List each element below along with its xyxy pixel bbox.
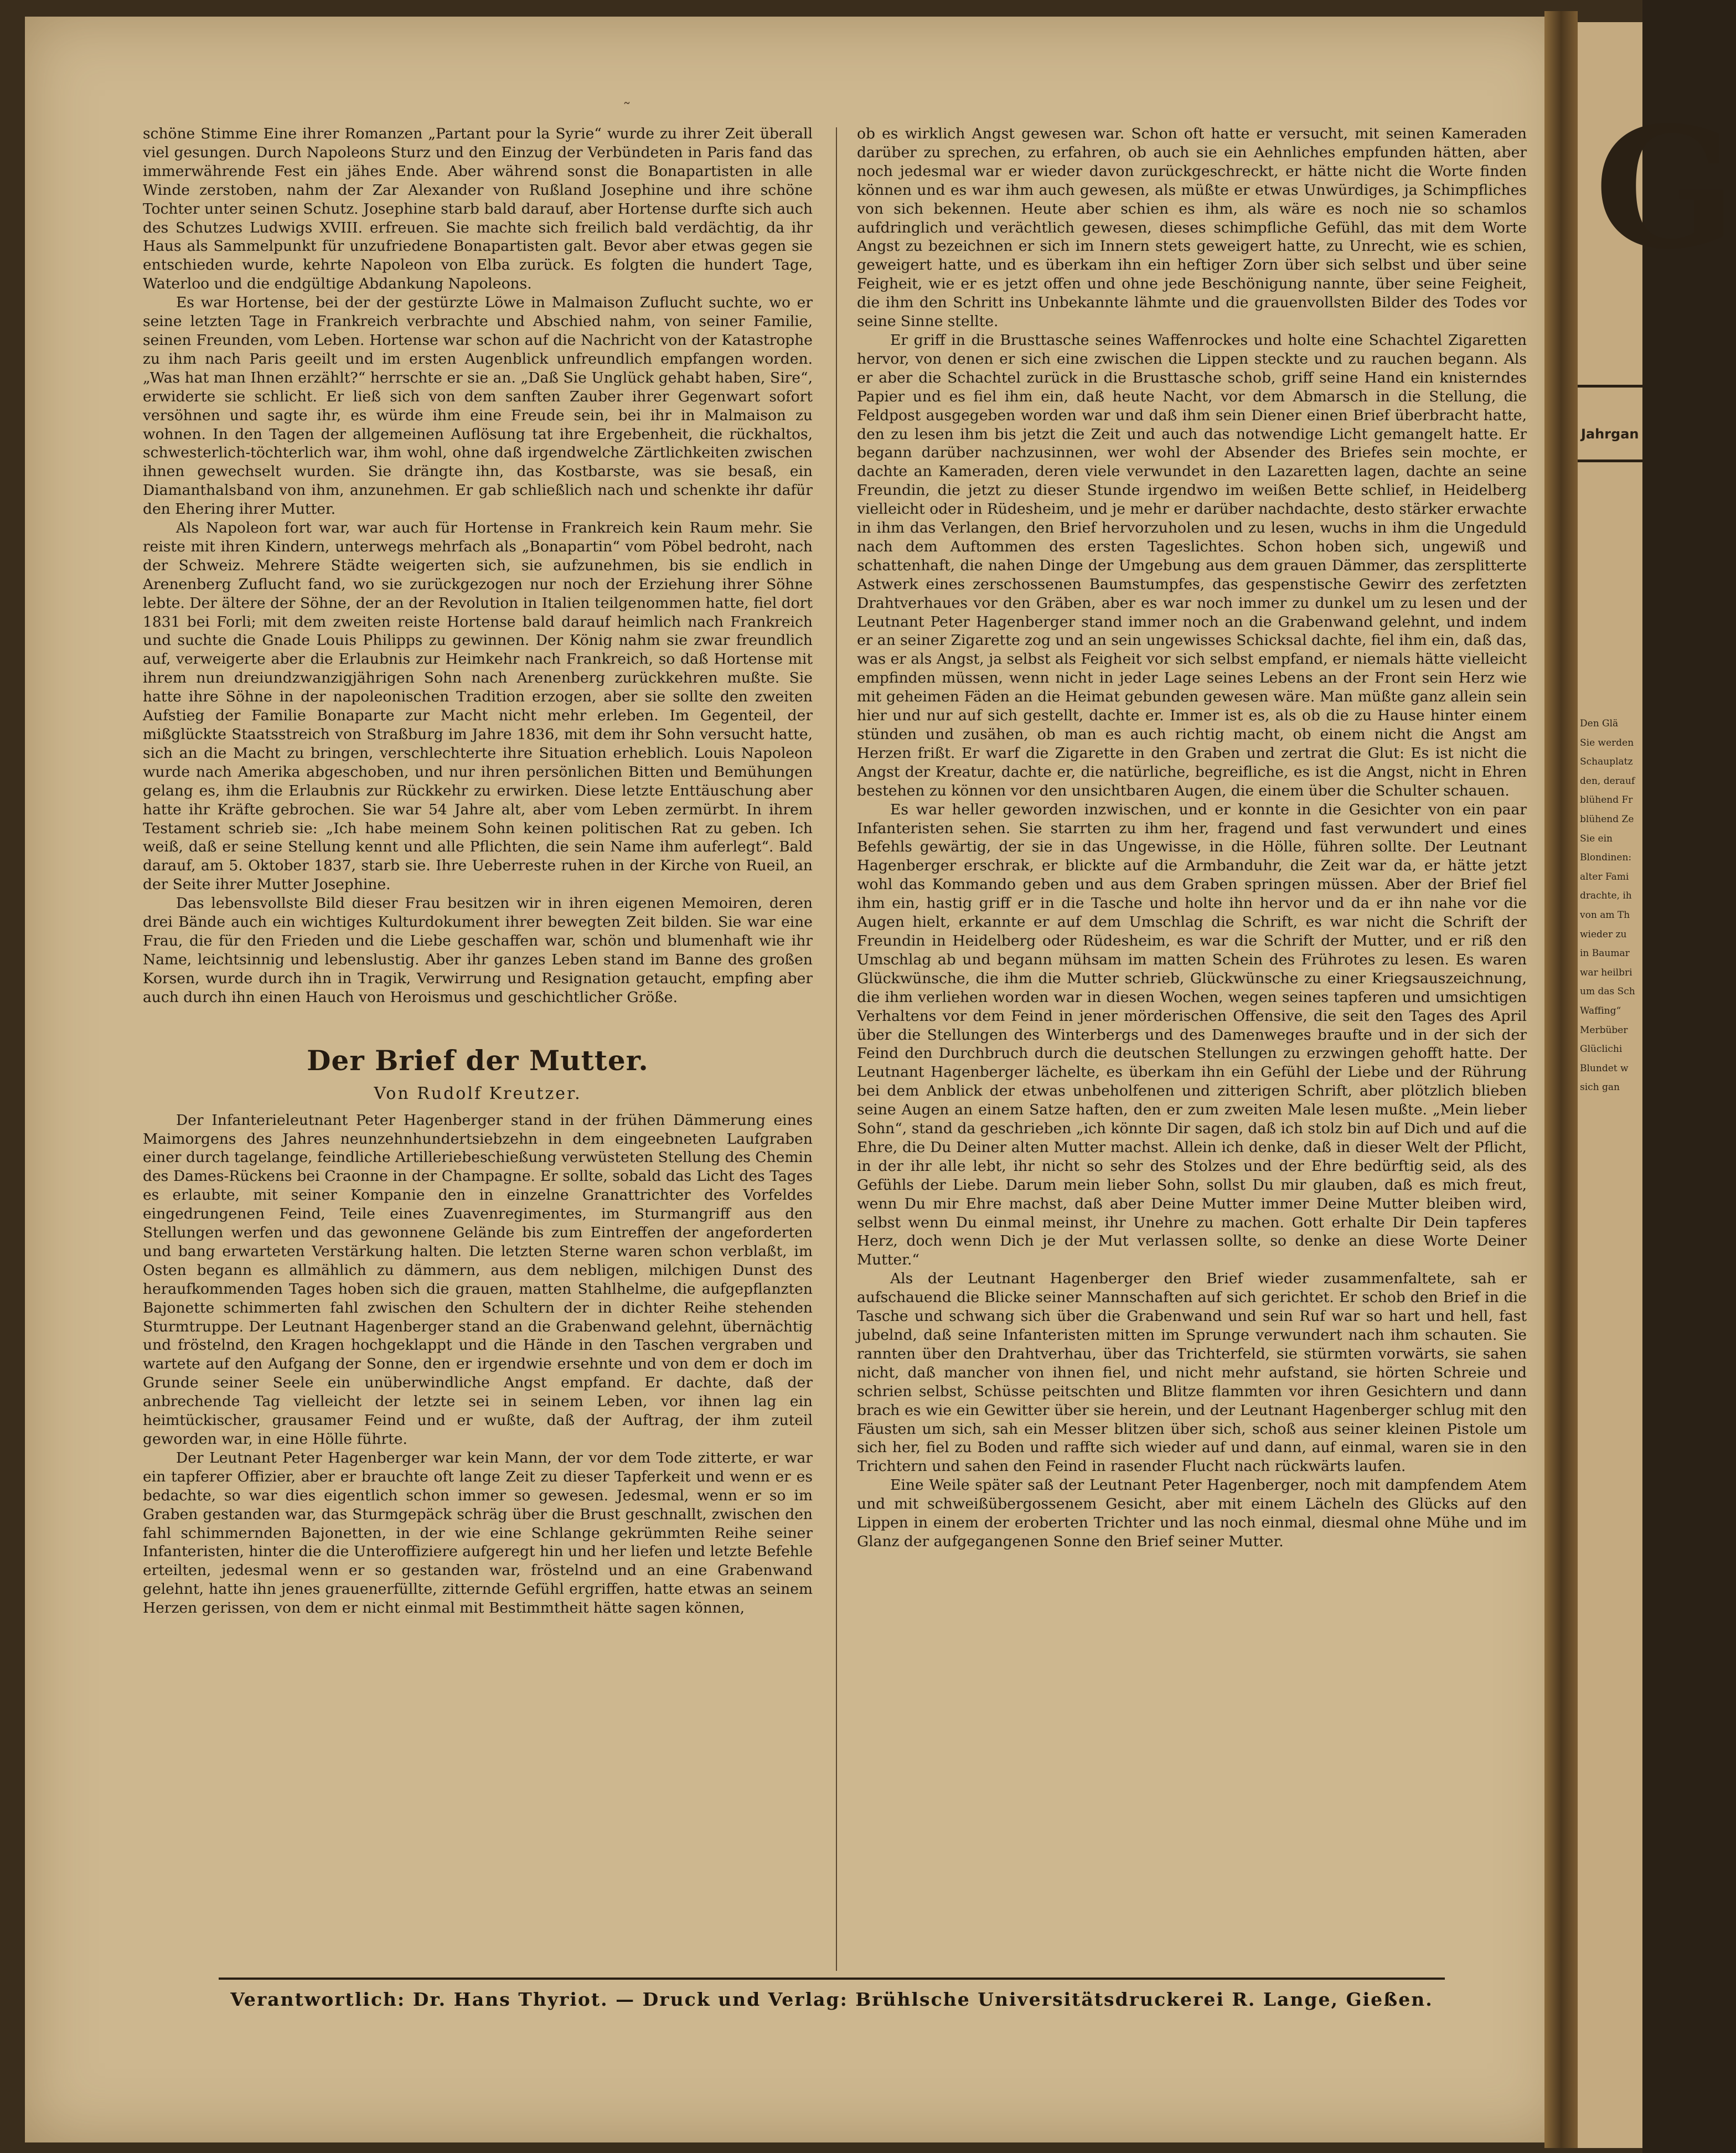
adjacent-line-fragment: Sie werden bbox=[1580, 737, 1634, 748]
adjacent-line-fragment: wieder zu bbox=[1580, 928, 1627, 940]
story-paragraph: Er griff in die Brusttasche seines Waffenrockes und holte eine Schachtel Zigaretten hervor, von denen er sich eine zwischen die Lippen steckte und zu rauchen begann. Als er aber die Schachtel zurück in die Brusttasche schob, griff seine Hand ein knisterndes Papier und es fiel ihm ein, daß heute Nacht, vor dem Abmarsch in die Stellung, die Feldpost ausgegeben worden war und daß ihm sein Diener einen Brief überbracht hatte, den zu lesen ihm bis jetzt die Zeit und auch das notwendige Licht gemangelt hatte. Er begann darüber nachzusinnen, wer wohl der Absender des Briefes sein mochte, er dachte an Kameraden, deren viele verwundet in den Lazaretten lagen, dachte an seine Freundin, die jetzt zu dieser Stunde irgendwo im weißen Bette schlief, in Heidelberg vielleicht oder in Rüdesheim, und je mehr er darüber nachdachte, desto stärker erwachte in ihm das Verlangen, den Brief hervorzuholen und zu lesen, wuchs in ihm die Ungeduld nach dem Auftommen des ersten Tageslichtes. Schon hoben sich, ungewiß und schattenhaft, die nahen Dinge der Umgebung aus dem grauen Dämmer, das zersplitterte Astwerk eines zerschossenen Baumstumpfes, das gespenstische Gewirr des zerfetzten Drahtverhaues vor den Gräben, aber es war noch immer zu dunkel um zu lesen und der Leutnant Peter Hagenberger stand immer noch an die Grabenwand gelehnt, und indem er an seiner Zigarette zog und an sein ungewisses Schicksal dachte, fiel ihm ein, daß das, was er als Angst, ja selbst als Feigheit vor sich selbst empfand, er niemals hätte vielleicht empfinden müssen, wenn nicht in jeder Lage seines Lebens an der Front sein Herz wie mit geheimen Fäden an die Heimat gebunden gewesen wäre. Man müßte ganz allein sein hier und nur auf sich gestellt, dachte er. Immer ist es, als ob die zu Hause hinter einem stünden und zusähen, ob man es auch richtig macht, ob einem nicht die Angst am Herzen frißt. Er warf die Zigarette in den Graben und zertrat die Glut: Es ist nicht die Angst der Kreatur, dachte er, die natürliche, begreifliche, es ist die Angst, nicht in Ehren bestehen zu können vor den unsichtbaren Augen, die einem über die Schulter schauen. bbox=[857, 331, 1527, 799]
adjacent-line-fragment: war heilbri bbox=[1580, 967, 1632, 978]
story-author: Von Rudolf Kreutzer. bbox=[374, 1083, 582, 1103]
adjacent-line-fragment: Waffing“ bbox=[1580, 1005, 1621, 1016]
adjacent-line-fragment: alter Fami bbox=[1580, 871, 1629, 882]
story-paragraph: Als der Leutnant Hagenberger den Brief wieder zusammenfaltete, sah er aufschauend die Blicke seiner Mannschaften auf sich gerichtet. Er schob den Brief in die Tasche und schwang sich über die Grabenwand und sein Ruf war so hart und hell, fast jubelnd, daß seine Infanteristen mitten im Sprunge verwundert nach ihm schauten. Sie rannten über den Drahtverhau, über das Trichterfeld, sie stürmten vorwärts, sie sahen nicht, daß mancher von ihnen fiel, und nicht mehr aufstand, sie hörten Schreie und schrien selbst, Schüsse peitschten und Blitze flammten vor ihren Gesichtern und dann brach es wie ein Gewitter über sie herein, und der Leutnant Hagenberger schlug mit den Fäusten um sich, sah ein Messer blitzen über sich, schoß aus seiner kleinen Pistole um sich her, fiel zu Boden und raffte sich wieder auf und dann, auf einmal, waren sie in den Trichtern und sahen den Feind in rasender Flucht nach rückwärts laufen. bbox=[857, 1270, 1527, 1475]
right-column bbox=[857, 125, 1527, 1551]
masthead-fragment: G bbox=[1594, 90, 1736, 286]
adjacent-line-fragment: Blondinen: bbox=[1580, 852, 1632, 864]
adjacent-line-fragment: Schauplatz bbox=[1580, 756, 1633, 768]
adjacent-rule bbox=[1578, 459, 1642, 462]
story-paragraph: Der Infanterieleutnant Peter Hagenberger stand in der frühen Dämmerung eines Maimorgens des Jahres neunzehnhundertsiebzehn in dem eingeebneten Laufgraben einer durch tagelange, feindliche Artilleriebeschießung verwüsteten Stellung des Chemin des Dames-Rückens bei Craonne in der Champagne. Er sollte, sobald das Licht des Tages es erlaubte, mit seiner Kompanie den in einzelne Granattrichter des Vorfeldes eingedrungenen Feind, Teile eines Zuavenregimentes, im Sturmangriff aus den Stellungen werfen und das gewonnene Gelände bis zum Eintreffen der angeforderten und bang erwarteten Verstärkung halten. Die letzten Sterne waren schon verblaßt, im Osten begann es allmählich zu dämmern, aus dem nebligen, milchigen Dunst des heraufkommenden Tages hoben sich die grauen, matten Stahlhelme, die aufgepflanzten Bajonette schimmerten fahl zwischen den Schultern der in dichter Reihe stehenden Sturmtruppe. Der Leutnant Hagenberger stand an die Grabenwand gelehnt, übernächtig und fröstelnd, den Kragen hochgeklappt und die Hände in den Taschen vergraben und wartete auf den Aufgang der Sonne, den er irgendwie ersehnte und von dem er doch im Grunde seiner Seele ein unüberwindliche Angst empfand. Er dachte, daß der anbrechende Tag vielleicht der letzte sei in seinem Leben, vor ihnen lag ein heimtückischer, grausamer Feind und er wußte, daß der Auftrag, der ihm zuteil geworden war, in eine Hölle führte. bbox=[143, 1111, 813, 1448]
adjacent-line-fragment: Merbüber bbox=[1580, 1024, 1628, 1036]
paragraph: schöne Stimme Eine ihrer Romanzen „Partant pour la Syrie“ wurde zu ihrer Zeit überall viel gesungen. Durch Napoleons Sturz und den Einzug der Verbündeten in Paris fand das immerwährende Fest ein jähes Ende. Aber während sonst die Bonapartisten in alle Winde zerstoben, nahm der Zar Alexander von Rußland Josephine und ihre schöne Tochter unter seinen Schutz. Josephine starb bald darauf, aber Hortense durfte sich auch des Schutzes Ludwigs XVIII. erfreuen. Sie machte sich freilich bald verdächtig, da ihr Haus als Sammelpunkt für unzufriedene Bonapartisten galt. Bevor aber etwas gegen sie entschieden wurde, kehrte Napoleon von Elba zurück. Es folgten die hundert Tage, Waterloo und die endgültige Abdankung Napoleons. bbox=[143, 125, 813, 293]
adjacent-rule bbox=[1578, 385, 1642, 388]
adjacent-line-fragment: Sie ein bbox=[1580, 833, 1613, 844]
paragraph: Es war Hortense, bei der der gestürzte Löwe in Malmaison Zuflucht suchte, wo er seine letzten Tage in Frankreich verbrachte und Abschied nahm, von seiner Familie, seinen Freunden, vom Leben. Hortense war schon auf die Nachricht von der Katastrophe zu ihm nach Paris geeilt und im ersten Augenblick unfreundlich empfangen worden. „Was hat man Ihnen erzählt?“ herrschte er sie an. „Daß Sie Unglück gehabt haben, Sire“, erwiderte sie schlicht. Er ließ sich von dem sanften Zauber ihrer Gegenwart sofort versöhnen und sagte ihr, es würde ihm eine Freude sein, bei ihr in Malmaison zu wohnen. In den Tagen der allgemeinen Auflösung tat ihre Ergebenheit, die rückhaltos, schwesterlich-töchterlich war, ihm wohl, ohne daß irgendwelche Zärtlichkeiten zwischen ihnen gewechselt wurden. Sie drängte ihn, das Kostbarste, was sie besaß, ein Diamanthalsband von ihm, anzunehmen. Er gab schließlich nach und schenkte ihr dafür den Ehering ihrer Mutter. bbox=[143, 294, 813, 518]
paragraph: Als Napoleon fort war, war auch für Hortense in Frankreich kein Raum mehr. Sie reiste mit ihren Kindern, unterwegs mehrfach als „Bonapartin“ vom Pöbel bedroht, nach der Schweiz. Mehrere Städte weigerten sich, sie aufzunehmen, bis sie endlich in Arenenberg Zuflucht fand, wo sie zurückgezogen nur noch der Erziehung ihrer Söhne lebte. Der ältere der Söhne, der an der Revolution in Italien teilgenommen hatte, fiel dort 1831 bei Forli; mit dem zweiten reiste Hortense bald darauf heimlich nach Frankreich und suchte die Gnade Louis Philipps zu gewinnen. Der König nahm sie zwar freundlich auf, verweigerte aber die Erlaubnis zur Heimkehr nach Frankreich, so daß Hortense mit ihrem nun dreiundzwanzigjährigen Sohn nach Arenenberg zurückkehren mußte. Sie hatte ihre Söhne in der napoleonischen Tradition erzogen, aber sie sollte den zweiten Aufstieg der Familie Bonaparte zur Macht nicht mehr erleben. Im Gegenteil, der mißglückte Staatsstreich von Straßburg im Jahre 1836, mit dem ihr Sohn versucht hatte, sich an die Macht zu bringen, verschlechterte ihre Situation erheblich. Louis Napoleon wurde nach Amerika abgeschoben, und nur ihren persönlichen Bitten und Bemühungen gelang es, ihm die Erlaubnis zur Rückkehr zu erwirken. Diese letzte Enttäuschung aber hatte ihr Kräfte gebrochen. Sie war 54 Jahre alt, aber vom Leben zermürbt. In ihrem Testament schrieb sie: „Ich habe meinem Sohn keinen politischen Rat zu geben. Ich weiß, daß er seine Stellung kennt und alle Pflichten, die sein Name ihm auferlegt“. Bald darauf, am 5. Oktober 1837, starb sie. Ihre Ueberreste ruhen in der Kirche von Rueil, an der Seite ihrer Mutter Josephine. bbox=[143, 519, 813, 894]
adjacent-line-fragment: Glüclichi bbox=[1580, 1044, 1623, 1055]
adjacent-text-fragments bbox=[1580, 714, 1641, 1097]
adjacent-line-fragment: den, derauf bbox=[1580, 775, 1635, 787]
story-title: Der Brief der Mutter. bbox=[307, 1044, 649, 1077]
binding-gutter bbox=[1544, 11, 1578, 2148]
left-column bbox=[143, 125, 813, 1618]
story-paragraph: Der Leutnant Peter Hagenberger war kein Mann, der vor dem Tode zitterte, er war ein tapferer Offizier, aber er brauchte oft lange Zeit zu dieser Tapferkeit und wenn er es bedachte, so war dies eigentlich schon immer so gewesen. Jedesmal, wenn er so im Graben gestanden war, das Sturmgepäck schräg über die Brust geschnallt, zwischen den fahl schimmernden Bajonetten, in der wie eine Schlange gekrümmten Reihe seiner Infanteristen, hinter die die Unteroffiziere aufgeregt hin und her liefen und letzte Befehle erteilten, jedesmal wenn er so gestanden war, fröstelnd und an eine Grabenwand gelehnt, hatte ihn jenes grauenerfüllte, zitternde Gefühl ergriffen, hatte etwas an seinem Herzen gerissen, von dem er nicht einmal mit Bestimmtheit hätte sagen können, bbox=[143, 1449, 813, 1617]
imprint-footer: Verantwortlich: Dr. Hans Thyriot. — Druck und Verlag: Brühlsche Universitätsdruckerei R. Lange, Gießen. bbox=[230, 1989, 1433, 2010]
adjacent-line-fragment: in Baumar bbox=[1580, 948, 1630, 959]
adjacent-line-fragment: um das Sch bbox=[1580, 986, 1635, 998]
adjacent-line-fragment: drachte, ih bbox=[1580, 890, 1632, 902]
adjacent-page-edge bbox=[1578, 22, 1736, 2148]
paragraph: Das lebensvollste Bild dieser Frau besitzen wir in ihren eigenen Memoiren, deren drei Bände auch ein wichtiges Kulturdokument ihrer bewegten Zeit bilden. Sie war eine Frau, die für den Frieden und die Liebe geschaffen war, schön und blumenhaft wie ihr Name, leichtsinnig und lebenslustig. Aber ihr ganzes Leben stand im Banne des großen Korsen, wurde durch ihn in Tragik, Verwirrung und Resignation getaucht, empfing aber auch durch ihn einen Hauch von Heroismus und geschichtlicher Größe. bbox=[143, 895, 813, 1006]
footer-rule bbox=[219, 1978, 1445, 1980]
page-mark: ˜ bbox=[623, 100, 631, 119]
adjacent-line-fragment: blühend Ze bbox=[1580, 813, 1634, 825]
story-paragraph: Eine Weile später saß der Leutnant Peter Hagenberger, noch mit dampfendem Atem und mit schweißübergossenem Gesicht, aber mit einem Lächeln des Glücks auf den Lippen in einem der eroberten Trichter und las noch einmal, diesmal ohne Mühe und im Glanz der aufgegangenen Sonne den Brief seiner Mutter. bbox=[857, 1476, 1527, 1550]
adjacent-line-fragment: sich gan bbox=[1580, 1082, 1620, 1093]
adjacent-line-fragment: blühend Fr bbox=[1580, 794, 1633, 806]
column-divider bbox=[836, 127, 837, 1971]
adjacent-header-fragment: Jahrgan bbox=[1581, 426, 1639, 442]
adjacent-line-fragment: Blundet w bbox=[1580, 1062, 1629, 1074]
adjacent-line-fragment: von am Th bbox=[1580, 909, 1630, 921]
story-paragraph: ob es wirklich Angst gewesen war. Schon oft hatte er versucht, mit seinen Kameraden darüber zu sprechen, zu erfahren, ob auch sie ein Aehnliches empfunden hätten, aber noch jedesmal war er wieder davon zurückgeschreckt, er hätte nicht die Worte finden können und es war ihm auch gewesen, als müßte er etwas Unwürdiges, ja Schimpfliches von sich bekennen. Heute aber schien es ihm, als wäre es noch nie so schamlos aufdringlich und verächtlich gewesen, dieses schimpfliche Gefühl, das mit dem Worte Angst zu bezeichnen er sich im Innern stets geweigert hatte, zu Unrecht, wie es schien, geweigert hatte, und es überkam ihn ein heftiger Zorn über sich selbst und über seine Feigheit, wie er es jetzt offen und ohne jede Beschönigung nannte, über seine Feigheit, die ihm den Schritt ins Unbekannte lähmte und die grauenvollsten Bilder des Todes vor seine Sinne stellte. bbox=[857, 125, 1527, 331]
story-paragraph: Es war heller geworden inzwischen, und er konnte in die Gesichter von ein paar Infanteristen sehen. Sie starrten zu ihm her, fragend und fast verwundert und eines Befehls gewärtig, der sie in das Ungewisse, in die Hölle, führen sollte. Der Leutnant Hagenberger erschrak, er blickte auf die Armbanduhr, die Zeit war da, er hätte jetzt wohl das Kommando geben und aus dem Graben springen müssen. Aber der Brief fiel ihm ein, hastig griff er in die Tasche und holte ihn hervor und da er ihn nahe vor die Augen hielt, erkannte er auf dem Umschlag die Schrift, es war nicht die Schrift der Freundin in Heidelberg oder Rüdesheim, es war die Schrift der Mutter, und er riß den Umschlag ab und begann mühsam im matten Schein des Frührotes zu lesen. Es waren Glückwünsche, die ihm die Mutter schrieb, Glückwünsche zu einer Kriegsauszeichnung, die ihm verliehen worden war in diesen Wochen, wegen seines tapferen und umsichtigen Verhaltens vor dem Feind in jener mörderischen Offensive, die seit den Tages des April über die Stellungen des Winterbergs und des Damenweges braufte und in der sich der Feind den Durchbruch durch die deutschen Stellungen zu erzwingen gehofft hatte. Der Leutnant Hagenberger lächelte, es überkam ihn ein Gefühl der Liebe und der Rührung bei dem Anblick der etwas unbeholfenen und zitterigen Schrift, aber plötzlich blieben seine Augen an einem Satze haften, den er zum zweiten Male lesen mußte. „Mein lieber Sohn“, stand da geschrieben „ich könnte Dir sagen, daß ich stolz bin auf Dich und auf die Ehre, die Du Deiner alten Mutter machst. Allein ich denke, daß in dieser Welt der Pflicht, in der ihr alle lebt, ihr nicht so sehr des Stolzes und der Ehre bedürftig seid, als des Gefühls der Liebe. Darum mein lieber Sohn, sollst Du mir glauben, daß es mich freut, wenn Du mir Ehre machst, daß aber Deine Mutter immer Deine Mutter bleiben wird, selbst wenn Du einmal meinst, ihr Unehre zu machen. Gott erhalte Dir Dein tapferes Herz, doch wenn Dich je der Mut verlassen sollte, so denke an diese Worte Deiner Mutter.“ bbox=[857, 801, 1527, 1269]
adjacent-line-fragment: Den Glä bbox=[1580, 718, 1619, 729]
